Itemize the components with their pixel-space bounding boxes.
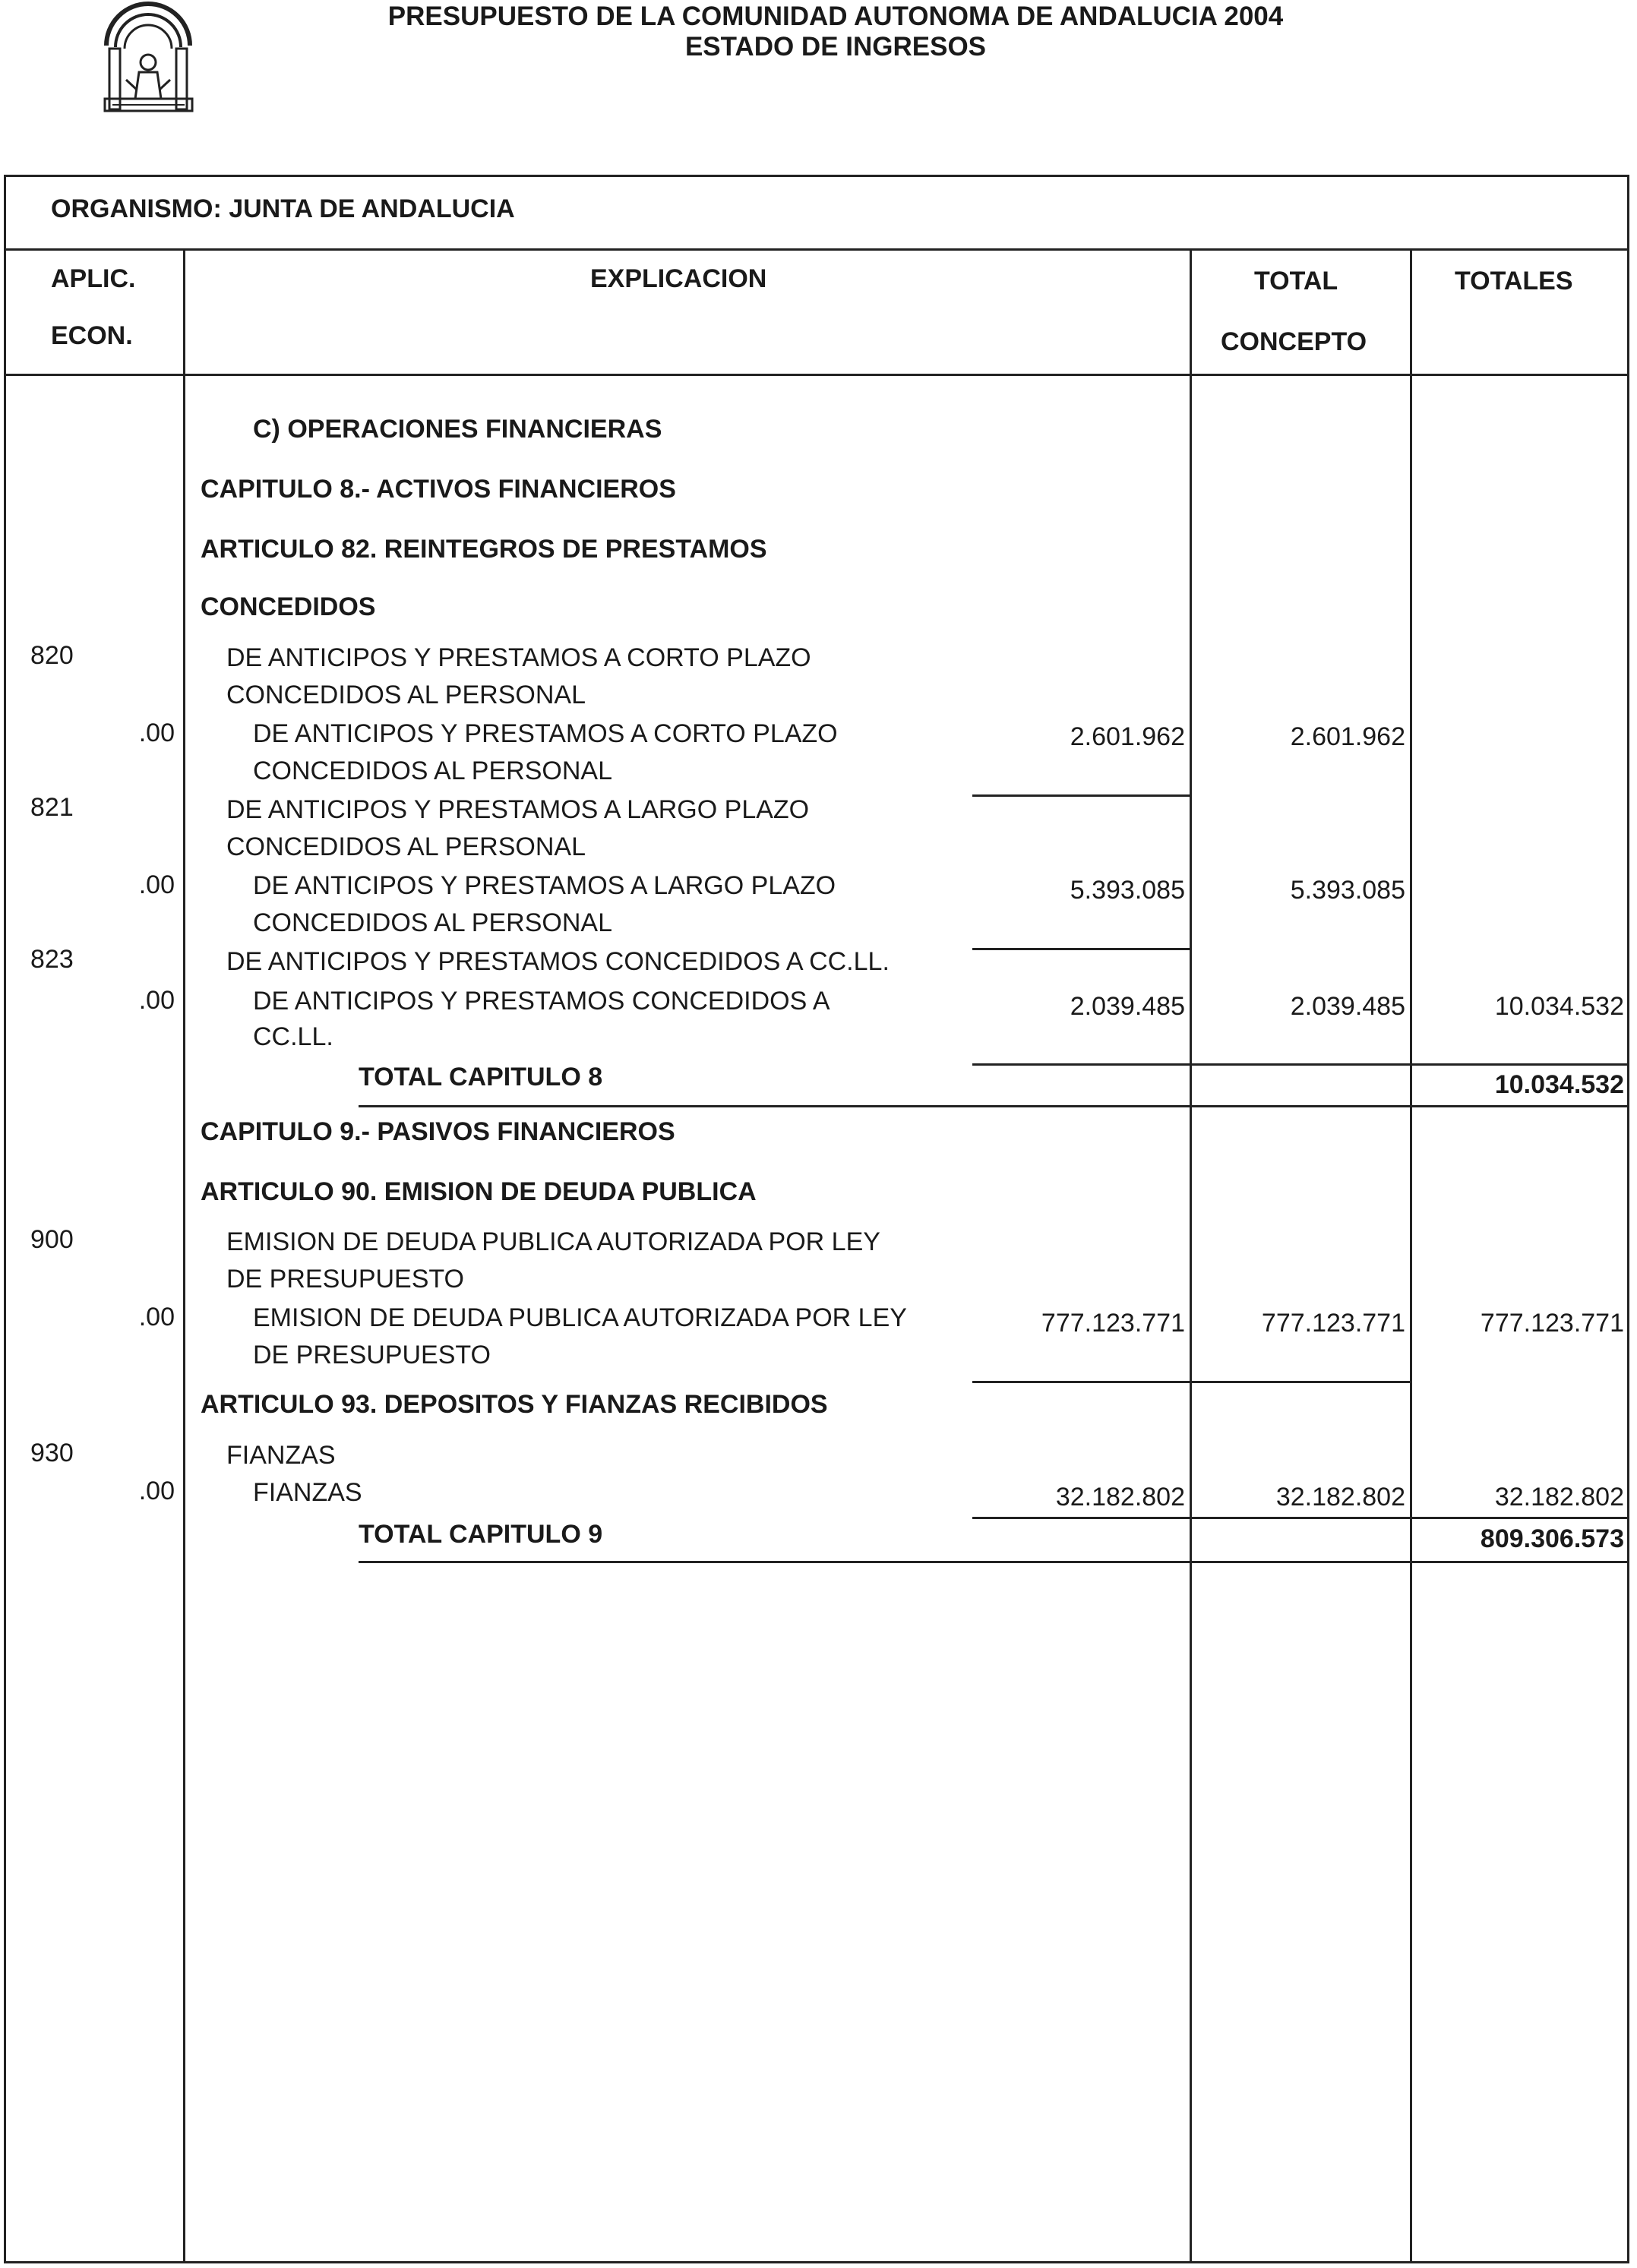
concept-code: 821: [30, 793, 74, 822]
column-header-totales: TOTALES: [1455, 267, 1573, 295]
concept-description: DE ANTICIPOS Y PRESTAMOS CONCEDIDOS A CC.LL.: [226, 947, 890, 976]
subtotal-rule: [1410, 1063, 1627, 1066]
concept-description: DE ANTICIPOS Y PRESTAMOS A LARGO PLAZO: [226, 795, 810, 824]
chapter-total-rule: [359, 1105, 1627, 1107]
concept-total: 777.123.771: [1261, 1309, 1405, 1338]
chapter-9-total-label: TOTAL CAPITULO 9: [359, 1520, 603, 1549]
subconcept-amount: 32.182.802: [1055, 1483, 1185, 1511]
subtotal-rule: [972, 1381, 1190, 1383]
subtotal-rule: [972, 794, 1190, 797]
subconcept-amount: 2.601.962: [1070, 722, 1185, 751]
concept-total: 2.601.962: [1290, 722, 1405, 751]
article-90-heading: ARTICULO 90. EMISION DE DEUDA PUBLICA: [201, 1177, 757, 1206]
andalucia-coat-of-arms-icon: [97, 0, 200, 114]
divider-organismo: [4, 248, 1629, 251]
subconcept-description: EMISION DE DEUDA PUBLICA AUTORIZADA POR LEY: [253, 1303, 907, 1332]
concept-description: DE ANTICIPOS Y PRESTAMOS A CORTO PLAZO: [226, 643, 811, 672]
subconcept-description: FIANZAS: [253, 1478, 362, 1507]
subconcept-description: DE ANTICIPOS Y PRESTAMOS CONCEDIDOS A: [253, 987, 830, 1016]
subtotal-rule: [1190, 1517, 1410, 1519]
report-title: PRESUPUESTO DE LA COMUNIDAD AUTONOMA DE ANDALUCIA 2004: [387, 2, 1284, 31]
article-total: 10.034.532: [1494, 992, 1624, 1021]
subconcept-code: .00: [138, 986, 175, 1015]
concept-description: EMISION DE DEUDA PUBLICA AUTORIZADA POR LEY: [226, 1227, 880, 1256]
column-header-explicacion: EXPLICACION: [590, 264, 767, 293]
column-divider-explicacion: [1190, 248, 1192, 2263]
concept-description: CONCEDIDOS AL PERSONAL: [226, 832, 586, 861]
column-divider-aplic: [183, 248, 185, 2263]
subconcept-description: DE PRESUPUESTO: [253, 1341, 491, 1369]
subtotal-rule: [972, 1517, 1190, 1519]
concept-code: 900: [30, 1225, 74, 1254]
column-header-total: TOTAL: [1254, 267, 1338, 295]
chapter-8-total-value: 10.034.532: [1494, 1070, 1624, 1099]
subconcept-description: CONCEDIDOS AL PERSONAL: [253, 757, 612, 785]
concept-description: CONCEDIDOS AL PERSONAL: [226, 681, 586, 709]
column-header-econ: ECON.: [51, 321, 133, 350]
subtotal-rule: [972, 948, 1190, 950]
subconcept-amount: 777.123.771: [1041, 1309, 1185, 1338]
subconcept-amount: 5.393.085: [1070, 876, 1185, 905]
subconcept-code: .00: [138, 719, 175, 747]
concept-description: DE PRESUPUESTO: [226, 1265, 465, 1294]
concept-total: 5.393.085: [1290, 876, 1405, 905]
chapter-8-total-label: TOTAL CAPITULO 8: [359, 1063, 603, 1091]
subconcept-code: .00: [138, 870, 175, 899]
subconcept-description: CONCEDIDOS AL PERSONAL: [253, 908, 612, 937]
concept-description: FIANZAS: [226, 1441, 336, 1470]
subconcept-code: .00: [138, 1477, 175, 1505]
column-divider-total-concepto: [1410, 248, 1412, 2263]
chapter-9-total-value: 809.306.573: [1480, 1524, 1624, 1553]
subtotal-rule: [1190, 1381, 1410, 1383]
article-93-heading: ARTICULO 93. DEPOSITOS Y FIANZAS RECIBIDOS: [201, 1390, 828, 1419]
report-subtitle: ESTADO DE INGRESOS: [684, 32, 987, 62]
subconcept-amount: 2.039.485: [1070, 992, 1185, 1021]
article-82-heading: ARTICULO 82. REINTEGROS DE PRESTAMOS: [201, 535, 767, 564]
organismo-label: ORGANISMO: JUNTA DE ANDALUCIA: [51, 194, 515, 223]
column-header-aplic: APLIC.: [51, 264, 136, 293]
subtotal-rule: [972, 1063, 1190, 1066]
subconcept-description: DE ANTICIPOS Y PRESTAMOS A LARGO PLAZO: [253, 871, 836, 900]
subconcept-code: .00: [138, 1303, 175, 1331]
chapter-9-heading: CAPITULO 9.- PASIVOS FINANCIEROS: [201, 1117, 675, 1146]
article-82-heading-cont: CONCEDIDOS: [201, 592, 376, 621]
chapter-8-heading: CAPITULO 8.- ACTIVOS FINANCIEROS: [201, 475, 676, 504]
concept-code: 823: [30, 945, 74, 974]
concept-total: 32.182.802: [1275, 1483, 1405, 1511]
section-operaciones-financieras: C) OPERACIONES FINANCIERAS: [253, 415, 662, 444]
concept-code: 930: [30, 1439, 74, 1467]
concept-code: 820: [30, 641, 74, 670]
article-total: 32.182.802: [1494, 1483, 1624, 1511]
subtotal-rule: [1410, 1517, 1627, 1519]
subconcept-description: DE ANTICIPOS Y PRESTAMOS A CORTO PLAZO: [253, 719, 838, 748]
subtotal-rule: [1190, 1063, 1410, 1066]
subconcept-description: CC.LL.: [253, 1022, 333, 1051]
article-total: 777.123.771: [1480, 1309, 1624, 1338]
chapter-total-rule: [359, 1561, 1627, 1563]
divider-header: [4, 374, 1629, 376]
column-header-concepto: CONCEPTO: [1221, 327, 1367, 356]
concept-total: 2.039.485: [1290, 992, 1405, 1021]
